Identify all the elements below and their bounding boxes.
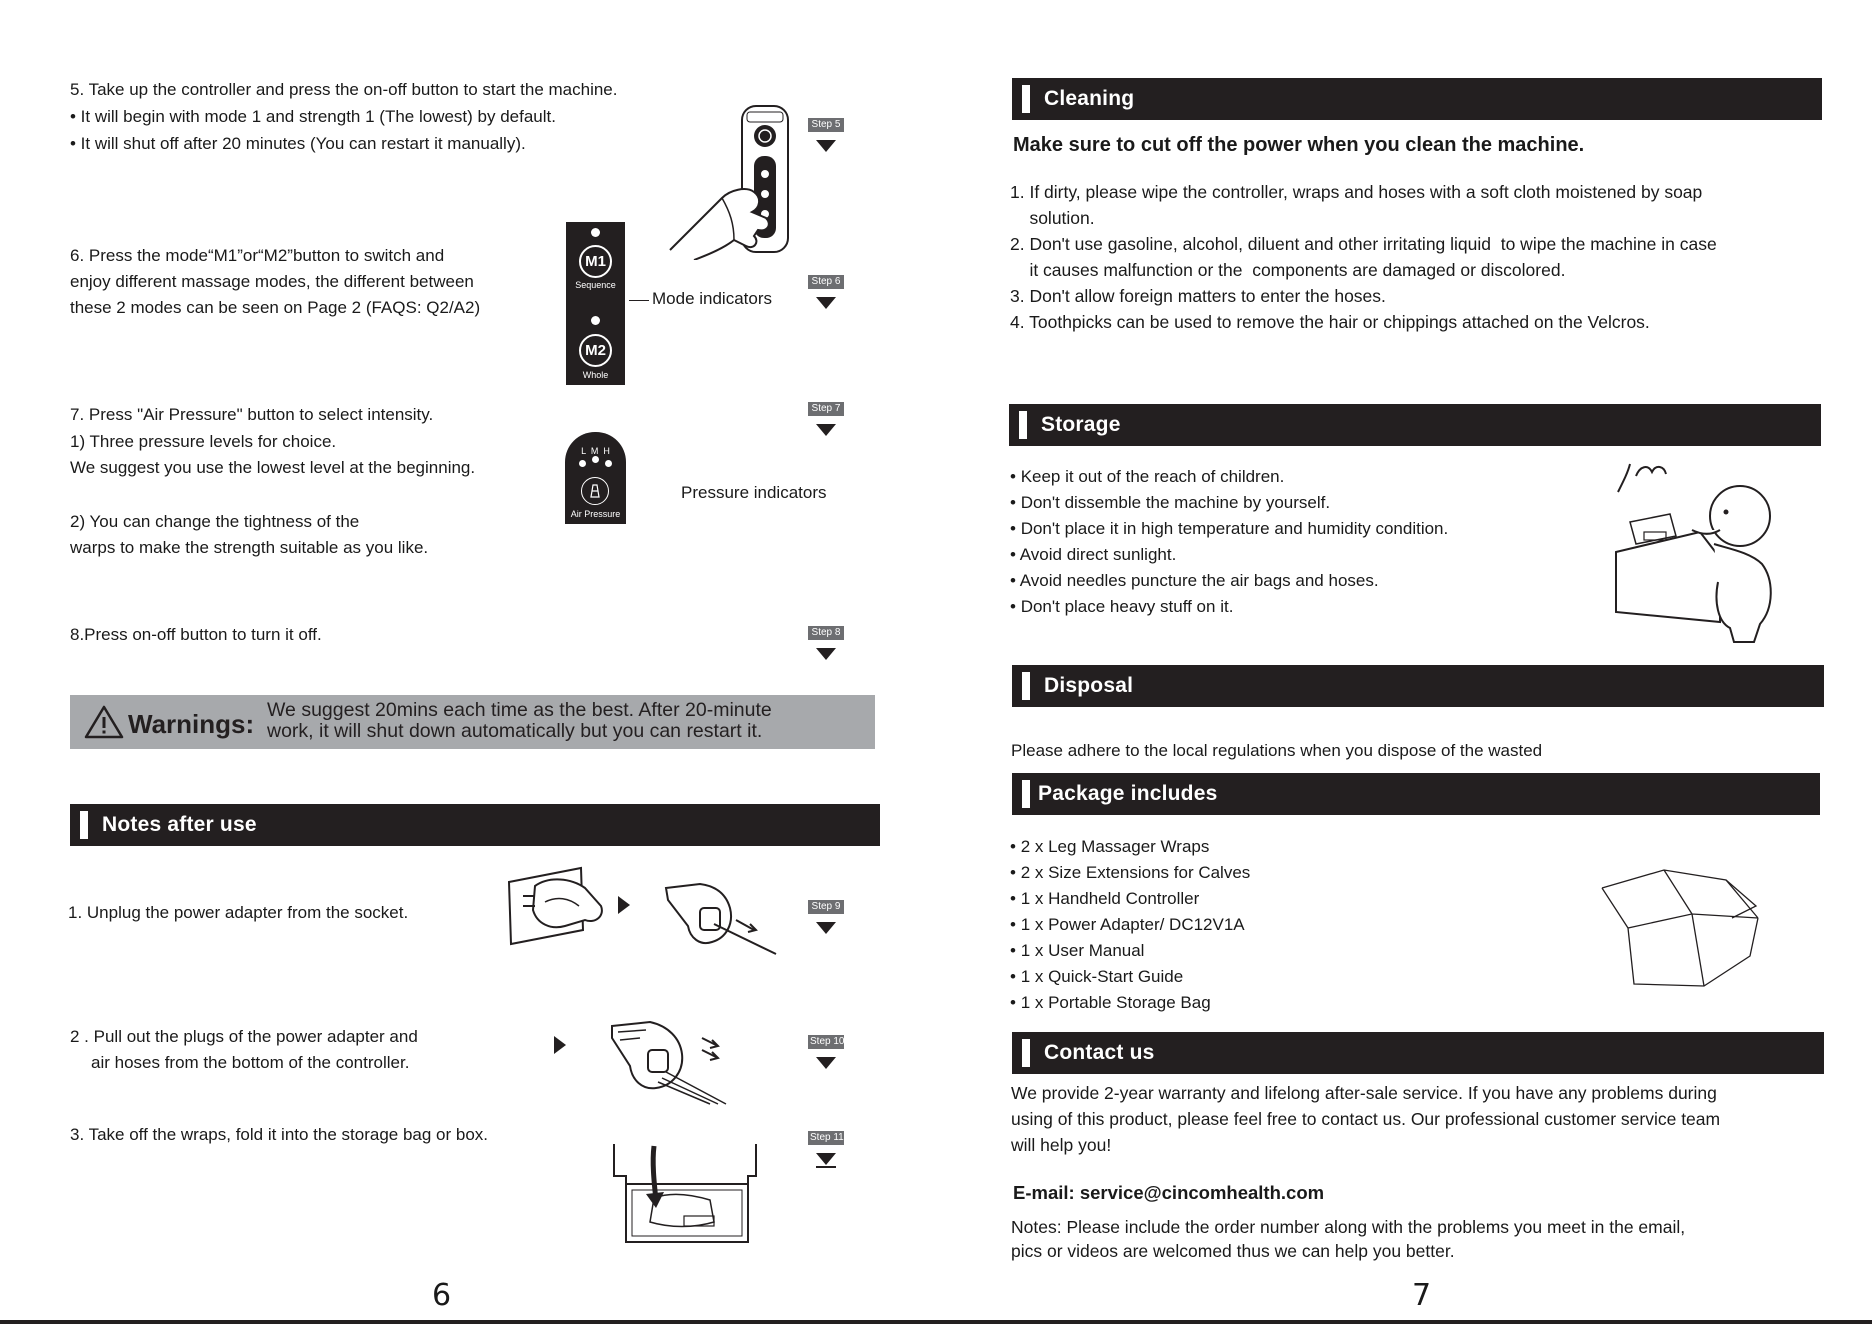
storage-box-illustration: [610, 1142, 760, 1244]
cleaning-item: it causes malfunction or the components are damaged or discolored.: [1010, 260, 1566, 280]
page-number-right: 7: [1412, 1278, 1432, 1313]
step5-line3: • It will shut off after 20 minutes (You can restart it manually).: [70, 134, 526, 153]
notes-item1: 1. Unplug the power adapter from the socket.: [68, 903, 409, 922]
controller-bottom-unplug-illustration: [660, 878, 780, 958]
notes-item3: 3. Take off the wraps, fold it into the storage bag or box.: [70, 1125, 489, 1144]
high-led: [605, 460, 612, 467]
mode-panel: [566, 222, 625, 385]
m1-led: [591, 228, 600, 237]
step5-marker: [808, 118, 844, 152]
cleaning-item: 4. Toothpicks can be used to remove the hair or chippings attached on the Velcros.: [1010, 312, 1650, 332]
step7-line1: 7. Press "Air Pressure" button to select intensity.: [70, 405, 434, 424]
cleaning-header: [1012, 78, 1822, 120]
down-arrow-icon: [816, 297, 836, 309]
unplug-socket-illustration: [505, 866, 615, 946]
warning-label: Warnings:: [128, 709, 255, 739]
storage-list: [1010, 464, 1448, 620]
step9-tag: Step 9: [808, 900, 844, 914]
step7-line5: warps to make the strength suitable as you like.: [70, 538, 429, 557]
step5-tag: Step 5: [808, 118, 844, 132]
package-item: • 1 x Handheld Controller: [1010, 886, 1250, 912]
contact-title: Contact us: [1044, 1041, 1155, 1064]
step5-line1: 5. Take up the controller and press the on-off button to start the machine.: [70, 80, 618, 99]
air-pressure-panel: [565, 432, 626, 524]
m2-caption: Whole: [582, 370, 609, 380]
package-item: • 1 x Portable Storage Bag: [1010, 990, 1250, 1016]
step11-marker: [808, 1131, 844, 1168]
notes-item2-line1: 2 . Pull out the plugs of the power adapter and: [70, 1027, 418, 1046]
disposal-title: Disposal: [1044, 674, 1134, 697]
contact-email[interactable]: E-mail: service@cincomhealth.com: [1013, 1182, 1325, 1203]
page-number-left: 6: [432, 1278, 452, 1313]
cleaning-item: 2. Don't use gasoline, alcohol, diluent and other irritating liquid to wipe the machine in case: [1010, 234, 1717, 254]
low-led: [579, 460, 586, 467]
package-list: [1010, 834, 1250, 1016]
warning-box: [70, 695, 875, 749]
step7-line2: 1) Three pressure levels for choice.: [70, 432, 337, 451]
step6-tag: Step 6: [808, 275, 844, 289]
step8-line1: 8.Press on-off button to turn it off.: [70, 625, 322, 644]
air-pressure-button[interactable]: [581, 477, 609, 505]
contact-notes-line2: pics or videos are welcomed thus we can help you better.: [1011, 1241, 1455, 1261]
warning-triangle-icon: [84, 704, 124, 740]
notes-item2-line2: air hoses from the bottom of the controller.: [91, 1053, 410, 1072]
contact-notes-line1: Notes: Please include the order number along with the problems you meet in the email,: [1011, 1217, 1686, 1237]
package-item: • 1 x User Manual: [1010, 938, 1250, 964]
cleaning-title: Cleaning: [1044, 87, 1135, 110]
step6-marker: [808, 275, 844, 309]
cleaning-item: solution.: [1010, 208, 1095, 228]
package-item: • 2 x Leg Massager Wraps: [1010, 834, 1250, 860]
step10-tag: Step 10: [810, 1036, 845, 1047]
notes-after-use-header: [70, 804, 880, 846]
package-item: • 2 x Size Extensions for Calves: [1010, 860, 1250, 886]
storage-item: • Don't place it in high temperature and humidity condition.: [1010, 516, 1448, 542]
pressure-cone-icon: [582, 478, 608, 504]
bottom-edge-rule: [0, 1320, 1872, 1324]
storage-item: • Avoid needles puncture the air bags and hoses.: [1010, 568, 1448, 594]
step7-tag: Step 7: [808, 402, 844, 416]
contact-line2: using of this product, please feel free to contact us. Our professional customer service team: [1011, 1109, 1721, 1129]
contact-line3: will help you!: [1011, 1135, 1112, 1155]
step6-line1: 6. Press the mode“M1”or“M2”button to switch and: [70, 246, 445, 265]
storage-item: • Keep it out of the reach of children.: [1010, 464, 1448, 490]
disposal-text: Please adhere to the local regulations when you dispose of the wasted: [1011, 741, 1543, 760]
storage-title: Storage: [1041, 413, 1121, 436]
m1-caption: Sequence: [575, 280, 616, 290]
header-marker: [1022, 672, 1030, 700]
storage-item: • Don't dissemble the machine by yourself.: [1010, 490, 1448, 516]
down-arrow-icon: [816, 1057, 836, 1069]
mode-indicators-label: Mode indicators: [652, 289, 773, 308]
lmh-labels: L M H: [581, 446, 610, 456]
storage-header: [1009, 404, 1821, 446]
down-arrow-icon: [816, 424, 836, 436]
notes-after-use-title: Notes after use: [102, 813, 257, 836]
right-triangle-arrow-icon: [616, 894, 632, 916]
step8-marker: [808, 626, 844, 660]
package-title: Package includes: [1038, 782, 1218, 805]
down-arrow-icon: [816, 140, 836, 152]
step10-marker: [808, 1035, 844, 1069]
baby-with-box-illustration: [1610, 452, 1780, 648]
medium-led: [592, 456, 599, 463]
m2-led: [591, 316, 600, 325]
storage-item: • Don't place heavy stuff on it.: [1010, 594, 1448, 620]
air-pressure-caption: Air Pressure: [570, 509, 621, 519]
step7-marker: [808, 402, 844, 436]
m1-button[interactable]: M1: [579, 245, 612, 278]
step7-line3: We suggest you use the lowest level at the beginning.: [70, 458, 476, 477]
controller-hand-illustration: [650, 100, 800, 260]
arrow-base-line: [816, 1166, 836, 1168]
warning-line2: work, it will shut down automatically but you can restart it.: [267, 720, 763, 742]
cleaning-item: 3. Don't allow foreign matters to enter the hoses.: [1010, 286, 1386, 306]
step11-tag: Step 11: [810, 1132, 844, 1143]
step7-line4: 2) You can change the tightness of the: [70, 512, 360, 531]
header-marker: [1019, 411, 1027, 439]
package-item: • 1 x Quick-Start Guide: [1010, 964, 1250, 990]
step6-line2: enjoy different massage modes, the different between: [70, 272, 474, 291]
step5-line2: • It will begin with mode 1 and strength 1 (The lowest) by default.: [70, 107, 556, 126]
down-arrow-icon: [816, 648, 836, 660]
step6-line3: these 2 modes can be seen on Page 2 (FAQS: Q2/A2): [70, 298, 481, 317]
storage-item: • Avoid direct sunlight.: [1010, 542, 1448, 568]
cleaning-list: [1010, 179, 1717, 335]
right-triangle-arrow-icon: [552, 1034, 568, 1056]
package-header: [1012, 773, 1820, 815]
header-marker: [1022, 1039, 1030, 1067]
header-marker: [1022, 780, 1030, 808]
step9-marker: [808, 900, 844, 934]
cleaning-subtitle: Make sure to cut off the power when you clean the machine.: [1013, 134, 1585, 156]
pressure-indicators-label: Pressure indicators: [681, 483, 827, 502]
down-arrow-icon: [816, 1153, 836, 1165]
m2-button[interactable]: M2: [579, 334, 612, 367]
step8-tag: Step 8: [808, 626, 844, 640]
pull-plugs-illustration: [606, 1016, 736, 1106]
package-item: • 1 x Power Adapter/ DC12V1A: [1010, 912, 1250, 938]
warning-line1: We suggest 20mins each time as the best. After 20-minute: [267, 699, 772, 721]
header-marker: [80, 811, 88, 839]
mode-indicator-leader-line: [629, 300, 649, 301]
disposal-header: [1012, 665, 1824, 707]
header-marker: [1022, 85, 1030, 113]
down-arrow-icon: [816, 922, 836, 934]
contact-line1: We provide 2-year warranty and lifelong after-sale service. If you have any problems during: [1011, 1083, 1717, 1103]
cleaning-item: 1. If dirty, please wipe the controller, wraps and hoses with a soft cloth moistened by soap: [1010, 182, 1703, 202]
open-box-illustration: [1598, 862, 1762, 990]
contact-header: [1012, 1032, 1824, 1074]
